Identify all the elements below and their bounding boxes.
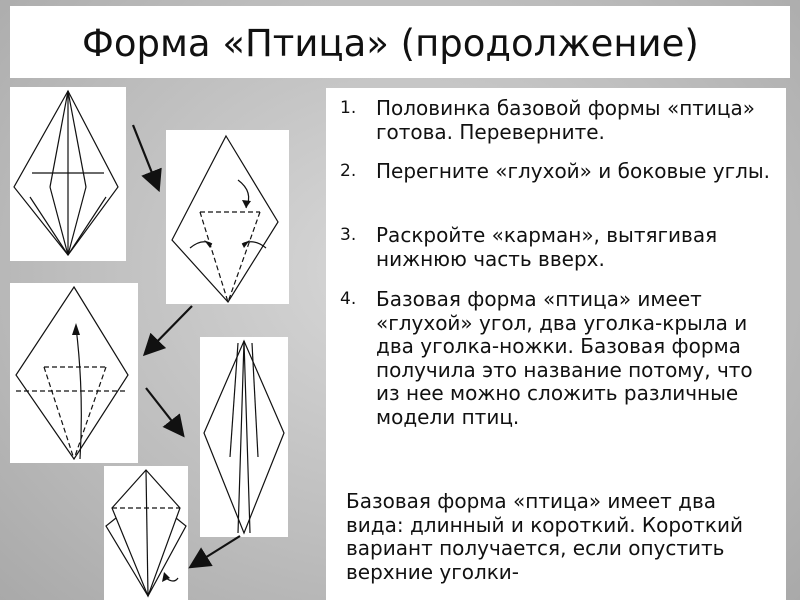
title-bar — [10, 6, 790, 78]
step-item-3 — [326, 224, 776, 271]
step-item-2 — [326, 160, 776, 184]
step-item-4 — [326, 288, 776, 429]
step-number: 1. — [340, 98, 357, 118]
step-number: 2. — [340, 161, 357, 181]
step-text: Перегните «глухой» и боковые углы. — [376, 159, 771, 183]
step-text: Половинка базовой формы «птица» готова. Переверните. — [376, 96, 756, 144]
step-text: Раскройте «карман», вытягивая нижнюю часть вверх. — [376, 223, 718, 271]
diagram-step-3 — [10, 283, 138, 463]
step-item-1 — [326, 97, 776, 144]
note-paragraph: Базовая форма «птица» имеет два вида: длинный и короткий. Короткий вариант получается, если опустить верхние уголки- — [346, 489, 744, 584]
step-number: 4. — [340, 289, 357, 309]
diagram-step-4 — [200, 337, 288, 537]
instructions-panel — [326, 88, 786, 600]
step-text: Базовая форма «птица» имеет «глухой» угол, два уголка-крыла и два уголка-ножки. Базовая форма получила это название потому, что из нее можно сложить различные модели птиц. — [376, 287, 753, 429]
slide-title: Форма «Птица» (продолжение) — [82, 22, 699, 65]
diagram-step-5 — [104, 466, 188, 600]
step-number: 3. — [340, 225, 357, 245]
diagram-step-2 — [166, 130, 289, 304]
diagram-step-1 — [10, 87, 126, 261]
